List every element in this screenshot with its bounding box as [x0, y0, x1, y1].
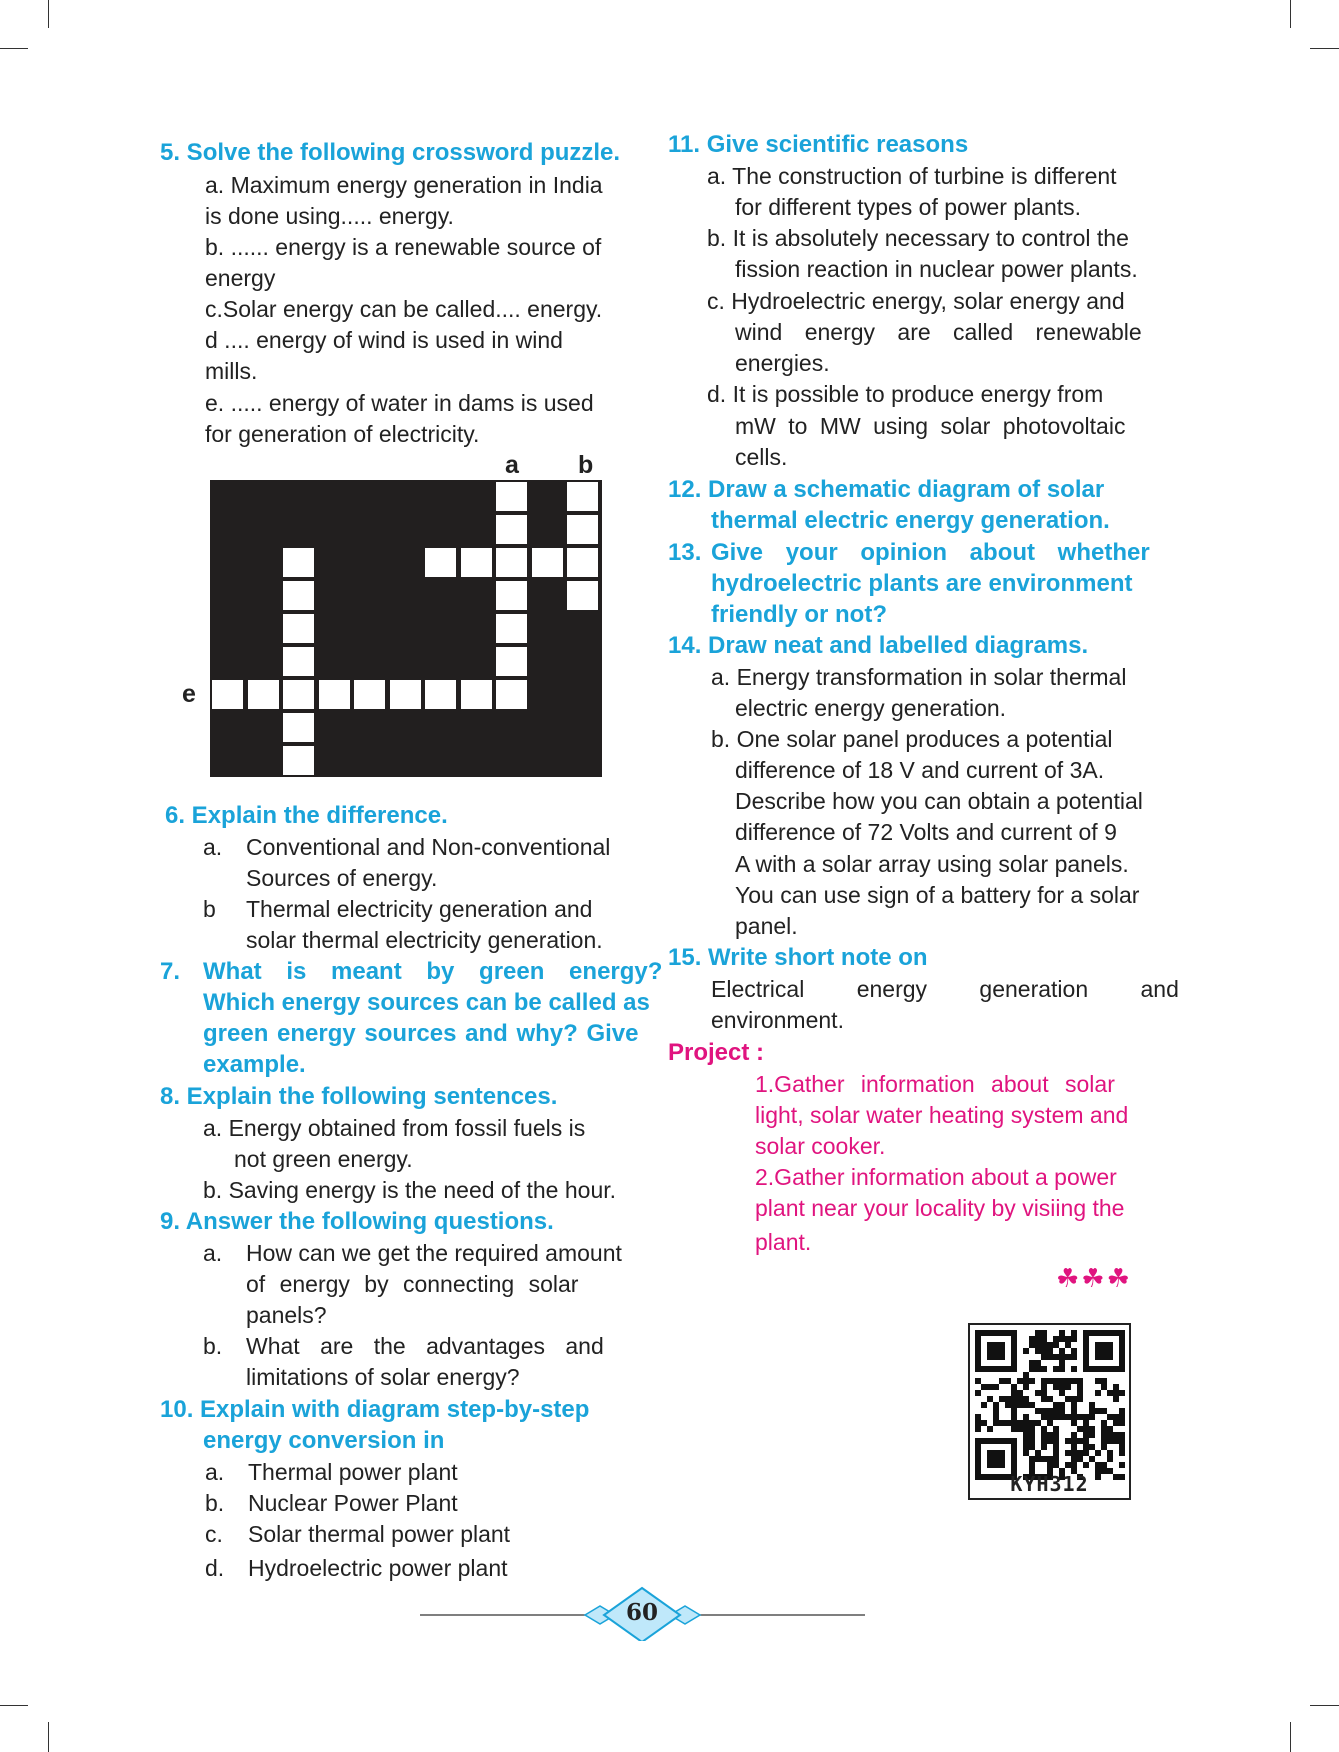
crop-mark	[1290, 0, 1291, 28]
clue-a-cont: is done using..... energy.	[205, 203, 454, 229]
crossword-cell[interactable]	[282, 646, 315, 677]
question-heading: thermal electric energy generation.	[711, 507, 1110, 534]
crossword-label-e: e	[182, 680, 196, 708]
item-text: b. It is absolutely necessary to control the	[707, 225, 1129, 251]
item-text: difference of 72 Volts and current of 9	[735, 819, 1117, 845]
crossword-cell[interactable]	[495, 580, 528, 611]
clue-b: b. ...... energy is a renewable source of	[205, 234, 602, 260]
qr-code-label: KYH312	[1010, 1472, 1089, 1496]
question-heading: 10. Explain with diagram step-by-step	[160, 1396, 590, 1423]
clue-e: e. ..... energy of water in dams is used	[205, 390, 594, 416]
crossword-cell[interactable]	[282, 712, 315, 743]
crop-mark	[1290, 1722, 1291, 1752]
item-text: cells.	[735, 444, 788, 470]
question-heading: 14. Draw neat and labelled diagrams.	[668, 632, 1089, 659]
clue-e-cont: for generation of electricity.	[205, 421, 480, 447]
crop-mark	[0, 1705, 28, 1706]
project-item: solar cooker.	[755, 1133, 886, 1159]
item-text: Electrical energy generation and	[711, 976, 1179, 1002]
item-text: a. Energy obtained from fossil fuels is	[203, 1115, 586, 1141]
item-marker: b.	[205, 1490, 225, 1516]
item-text: environment.	[711, 1007, 844, 1033]
item-text: How can we get the required amount	[246, 1240, 622, 1266]
item-text: for different types of power plants.	[735, 194, 1082, 220]
item-marker: b.	[203, 1333, 223, 1359]
item-text: What are the advantages and	[246, 1333, 604, 1359]
crossword-cell[interactable]	[318, 679, 351, 710]
crossword-cell[interactable]	[424, 547, 457, 578]
crop-mark	[48, 1722, 49, 1752]
crossword-cell[interactable]	[282, 679, 315, 710]
item-marker: a.	[205, 1459, 225, 1485]
crossword-cell[interactable]	[495, 547, 528, 578]
item-text: mW to MW using solar photovoltaic	[735, 413, 1126, 439]
item-marker: b	[203, 896, 216, 922]
clue-d: d .... energy of wind is used in wind	[205, 327, 563, 353]
item-marker: a.	[203, 834, 223, 860]
crossword-cell[interactable]	[495, 646, 528, 677]
question-number: 13.	[668, 539, 702, 566]
crossword-cell[interactable]	[531, 547, 564, 578]
project-heading: Project :	[668, 1039, 765, 1066]
item-text: limitations of solar energy?	[246, 1364, 520, 1390]
question-heading: 6. Explain the difference.	[165, 802, 448, 829]
clue-a: a. Maximum energy generation in India	[205, 172, 603, 198]
project-item: plant.	[755, 1229, 812, 1255]
question-heading: 15. Write short note on	[668, 944, 928, 971]
crossword-cell[interactable]	[282, 547, 315, 578]
question-heading: 8. Explain the following sentences.	[160, 1083, 558, 1110]
item-text: d. It is possible to produce energy from	[707, 381, 1104, 407]
crossword-cell[interactable]	[566, 514, 599, 545]
item-text: c. Hydroelectric energy, solar energy and	[707, 288, 1125, 314]
question-heading: 12. Draw a schematic diagram of solar	[668, 476, 1105, 503]
question-text: friendly or not?	[711, 601, 887, 628]
crossword-cell[interactable]	[282, 613, 315, 644]
item-text: panel.	[735, 913, 798, 939]
question-heading: energy conversion in	[203, 1427, 445, 1454]
clue-b-cont: energy	[205, 265, 276, 291]
item-text: wind energy are called renewable	[735, 319, 1142, 345]
crossword-cell[interactable]	[247, 679, 280, 710]
item-text: Hydroelectric power plant	[248, 1555, 508, 1581]
item-text: fission reaction in nuclear power plants.	[735, 256, 1138, 282]
item-text: electric energy generation.	[735, 695, 1007, 721]
item-marker: d.	[205, 1555, 225, 1581]
item-text: energies.	[735, 350, 830, 376]
question-text: example.	[203, 1051, 306, 1078]
crop-mark	[1310, 1705, 1339, 1706]
crossword-cell[interactable]	[389, 679, 422, 710]
item-text: not green energy.	[234, 1146, 413, 1172]
question-text: What is meant by green energy?	[203, 958, 663, 985]
project-item: 2.Gather information about a power	[755, 1164, 1117, 1190]
crossword-cell[interactable]	[495, 481, 528, 512]
crossword-grid	[210, 480, 602, 777]
question-number: 7.	[160, 958, 181, 985]
crossword-cell[interactable]	[353, 679, 386, 710]
item-marker: a.	[203, 1240, 223, 1266]
clue-d-cont: mills.	[205, 358, 258, 384]
question-heading: 5. Solve the following crossword puzzle.	[160, 139, 621, 166]
item-text: Thermal power plant	[248, 1459, 458, 1485]
crossword-cell[interactable]	[566, 481, 599, 512]
item-text: a. Energy transformation in solar thermal	[711, 664, 1127, 690]
clue-c: c.Solar energy can be called.... energy.	[205, 296, 603, 322]
crossword-cell[interactable]	[495, 514, 528, 545]
item-text: b. Saving energy is the need of the hour.	[203, 1177, 617, 1203]
crossword-cell[interactable]	[460, 547, 493, 578]
question-text: Give your opinion about whether	[711, 539, 1150, 566]
crossword-cell[interactable]	[211, 679, 244, 710]
qr-pattern	[975, 1330, 1125, 1480]
crossword-cell[interactable]	[460, 679, 493, 710]
crossword-cell[interactable]	[424, 679, 457, 710]
crop-mark	[1310, 48, 1339, 49]
crossword-cell[interactable]	[566, 580, 599, 611]
question-text: green energy sources and why? Give	[203, 1020, 639, 1047]
question-text: Which energy sources can be called as	[203, 989, 650, 1016]
crossword-cell[interactable]	[566, 547, 599, 578]
ornament-icon: ☘☘☘	[1056, 1263, 1132, 1293]
item-text: Solar thermal power plant	[248, 1521, 511, 1547]
item-text: A with a solar array using solar panels.	[735, 851, 1129, 877]
crossword-label-a: a	[505, 451, 519, 479]
item-text: Nuclear Power Plant	[248, 1490, 458, 1516]
crossword-cell[interactable]	[495, 679, 528, 710]
crossword-label-b: b	[578, 451, 594, 479]
question-heading: 11. Give scientific reasons	[668, 131, 969, 158]
project-item: 1.Gather information about solar	[755, 1071, 1115, 1097]
crossword-cell[interactable]	[282, 745, 315, 776]
question-text: hydroelectric plants are environment	[711, 570, 1133, 597]
crossword-cell[interactable]	[282, 580, 315, 611]
project-item: light, solar water heating system and	[755, 1102, 1129, 1128]
item-text: Thermal electricity generation and	[246, 896, 593, 922]
item-text: solar thermal electricity generation.	[246, 927, 603, 953]
item-text: Sources of energy.	[246, 865, 438, 891]
crop-mark	[0, 48, 28, 49]
item-text: b. One solar panel produces a potential	[711, 726, 1113, 752]
page-number: 60	[625, 1599, 658, 1626]
crop-mark	[48, 0, 49, 28]
crossword-cell[interactable]	[495, 613, 528, 644]
item-text: Describe how you can obtain a potential	[735, 788, 1143, 814]
item-text: Conventional and Non-conventional	[246, 834, 611, 860]
question-heading: 9. Answer the following questions.	[160, 1208, 554, 1235]
item-text: difference of 18 V and current of 3A.	[735, 757, 1105, 783]
qr-code[interactable]	[968, 1323, 1131, 1500]
project-item: plant near your locality by visiing the	[755, 1195, 1125, 1221]
item-text: You can use sign of a battery for a solar	[735, 882, 1140, 908]
item-text: of energy by connecting solar	[246, 1271, 579, 1297]
page-number-footer	[420, 1585, 865, 1641]
item-text: a. The construction of turbine is different	[707, 163, 1117, 189]
item-text: panels?	[246, 1302, 327, 1328]
item-marker: c.	[205, 1521, 223, 1547]
